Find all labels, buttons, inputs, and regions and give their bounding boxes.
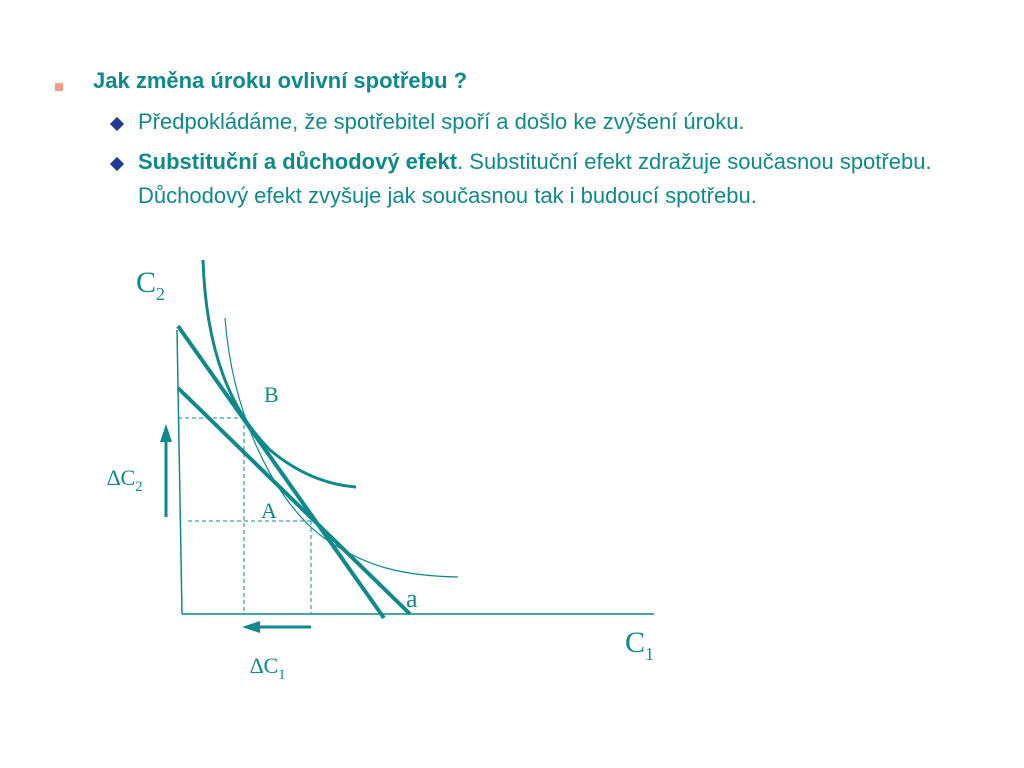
- point-a-label: A: [261, 498, 277, 523]
- budget-line-new: [178, 326, 384, 618]
- indifference-curve-high: [203, 260, 356, 487]
- slide-heading: Jak změna úroku ovlivní spotřebu ?: [93, 68, 468, 93]
- indifference-curve-low: [225, 318, 458, 577]
- bullet-effects-text: . Substituční efekt zdražuje současnou spotřebu. Důchodový efekt zvyšuje jak současnou tak i budoucí spotřebu.: [138, 149, 932, 208]
- bullet-assumption-text: Předpokládáme, že spotřebitel spoří a došlo ke zvýšení úroku.: [138, 109, 745, 134]
- delta-c1-arrowhead-icon: [242, 621, 260, 633]
- delta-c2-label: $\Delta C_2$: [107, 465, 143, 495]
- y-axis: [177, 330, 182, 614]
- x-axis-label: $C_1$: [625, 626, 655, 664]
- point-b-label: B: [264, 382, 279, 407]
- y-axis-label: $C_2$: [136, 266, 166, 304]
- budget-line-original: [178, 388, 410, 614]
- delta-c1-label: $\Delta C_1$: [250, 653, 286, 683]
- budget-line-label: a: [406, 584, 418, 613]
- bullet-effects-bold: Substituční a důchodový efekt: [138, 149, 458, 174]
- delta-c2-arrowhead-icon: [160, 424, 172, 442]
